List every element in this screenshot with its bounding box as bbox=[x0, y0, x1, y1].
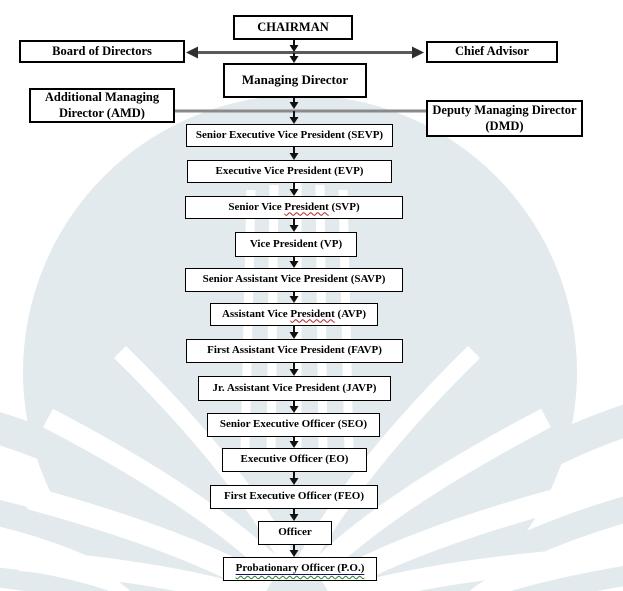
spellcheck-underline: President bbox=[284, 200, 329, 213]
node-javp bbox=[198, 376, 391, 401]
node-svp bbox=[185, 196, 403, 219]
node-officer bbox=[258, 521, 332, 545]
node-sevp bbox=[186, 124, 393, 147]
node-board-of-directors bbox=[19, 40, 185, 63]
node-probationary-officer bbox=[223, 557, 377, 581]
board-advisor-line bbox=[186, 47, 424, 59]
node-additional-managing-director bbox=[29, 88, 175, 123]
node-chief-advisor bbox=[426, 41, 558, 63]
node-chairman bbox=[233, 15, 353, 40]
node-label bbox=[236, 562, 365, 576]
node-label-wrap bbox=[432, 103, 576, 134]
spellcheck-underline: President bbox=[290, 307, 335, 320]
node-eo bbox=[222, 448, 367, 472]
flow-arrows bbox=[290, 40, 299, 557]
node-label: Senior Assistant Vice President (SAVP) bbox=[202, 273, 386, 286]
node-vp bbox=[235, 232, 357, 257]
node-managing-director bbox=[223, 63, 367, 98]
spellcheck-underline: Probationary Officer (P.O.) bbox=[235, 562, 365, 575]
node-label: Jr. Assistant Vice President (JAVP) bbox=[212, 381, 377, 394]
node-label: CHAIRMAN bbox=[257, 19, 329, 34]
node-feo bbox=[210, 485, 378, 509]
node-label: Senior Vice President (SVP) bbox=[228, 200, 360, 213]
node-label: First Executive Officer (FEO) bbox=[224, 490, 364, 503]
node-avp bbox=[210, 303, 378, 326]
node-label: Assistant Vice President (AVP) bbox=[221, 307, 367, 320]
node-savp bbox=[185, 268, 403, 292]
node-evp bbox=[187, 160, 392, 183]
node-label: First Assistant Vice President (FAVP) bbox=[207, 344, 382, 357]
node-label: Board of Directors bbox=[52, 43, 152, 58]
node-label-line1: Additional Managing bbox=[44, 89, 160, 104]
node-label: Executive Officer (EO) bbox=[240, 453, 349, 466]
node-label: Senior Executive Officer (SEO) bbox=[219, 418, 368, 431]
node-label: Chief Advisor bbox=[455, 44, 529, 59]
node-label: Executive Vice President (EVP) bbox=[215, 164, 364, 177]
node-label-wrap bbox=[45, 90, 159, 121]
node-label-line2: Director (AMD) bbox=[59, 105, 145, 120]
node-deputy-managing-director bbox=[426, 100, 583, 137]
node-seo bbox=[207, 413, 380, 437]
node-label: Officer bbox=[278, 526, 312, 539]
node-label: Managing Director bbox=[241, 72, 349, 88]
node-favp bbox=[186, 339, 403, 363]
node-label: Vice President (VP) bbox=[249, 237, 343, 250]
node-label-line2: (DMD) bbox=[485, 118, 524, 133]
node-label-line1: Deputy Managing Director bbox=[432, 102, 577, 117]
node-label: Senior Executive Vice President (SEVP) bbox=[195, 128, 384, 141]
